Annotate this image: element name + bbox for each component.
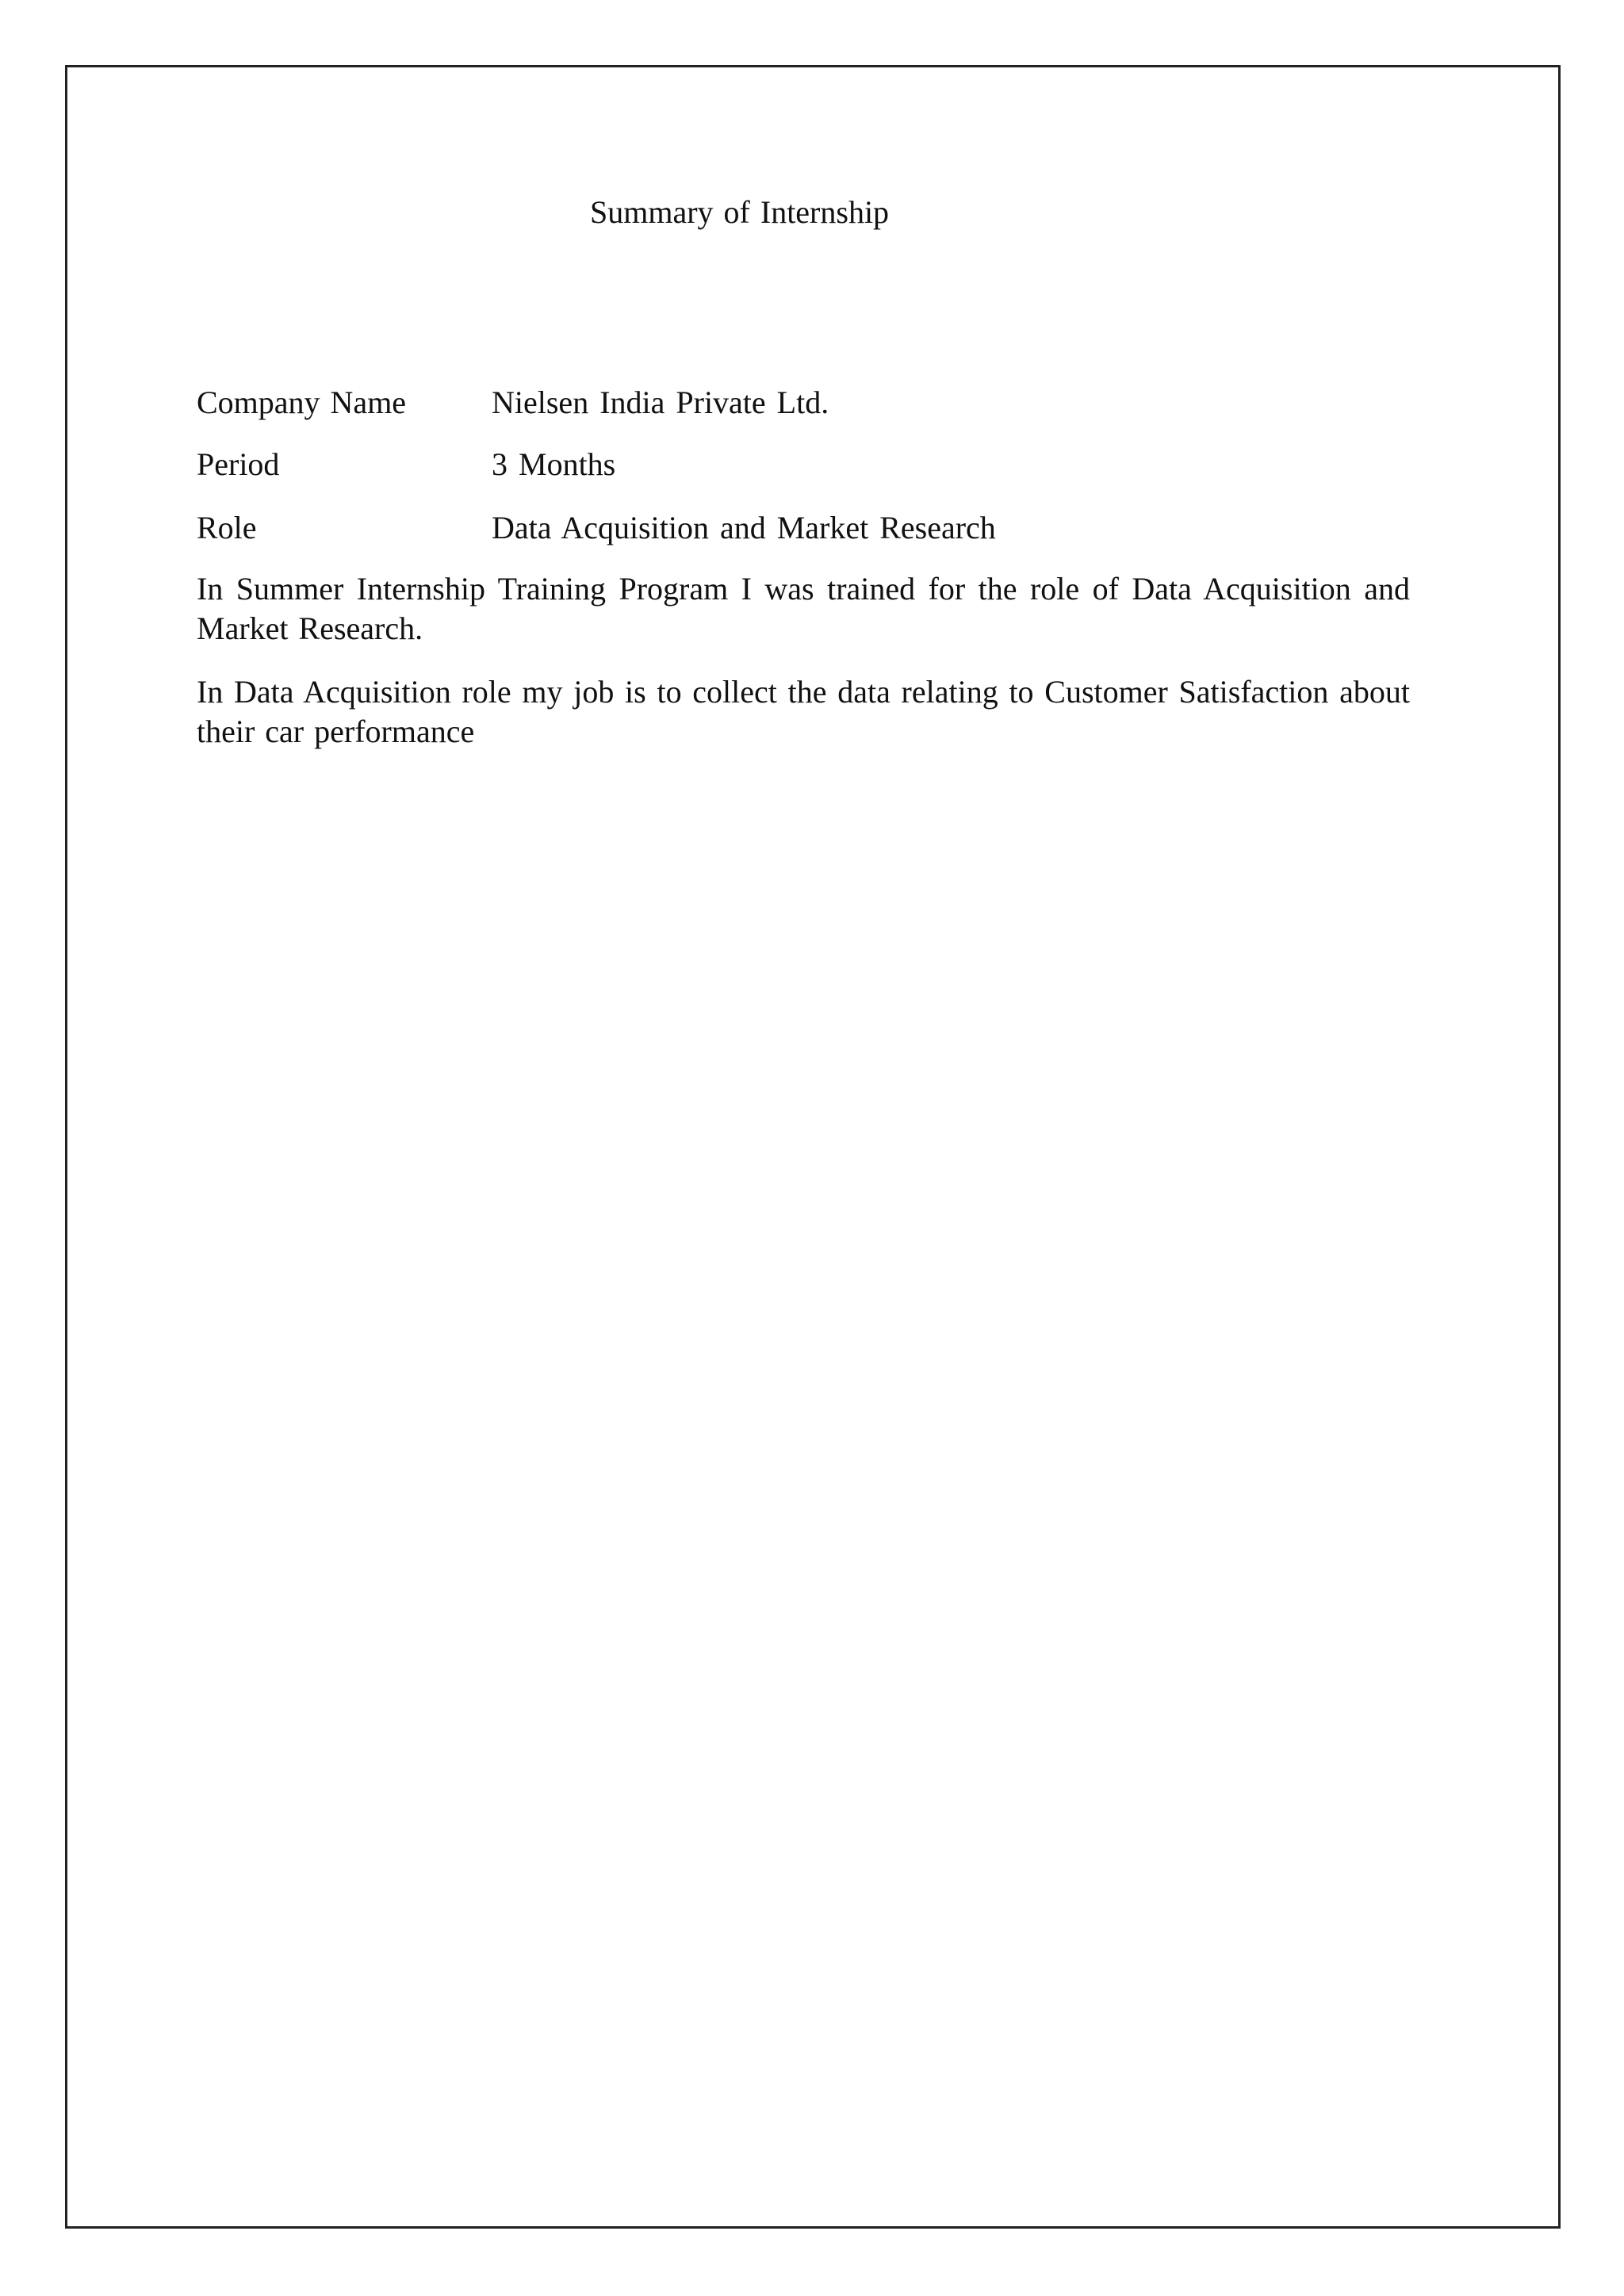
period-label: Period xyxy=(197,446,280,482)
paragraph-data-acquisition: In Data Acquisition role my job is to collect the data relating to Customer Satisfaction about their car performance xyxy=(197,674,1410,749)
role-value: Data Acquisition and Market Research xyxy=(492,510,996,545)
role-label: Role xyxy=(197,510,257,545)
paragraph-training: In Summer Internship Training Program I was trained for the role of Data Acquisition and Market Research. xyxy=(197,571,1410,646)
document-title: Summary of Internship xyxy=(590,194,890,230)
company-name-value: Nielsen India Private Ltd. xyxy=(492,385,829,420)
company-name-label: Company Name xyxy=(197,385,407,420)
period-value: 3 Months xyxy=(492,446,616,482)
